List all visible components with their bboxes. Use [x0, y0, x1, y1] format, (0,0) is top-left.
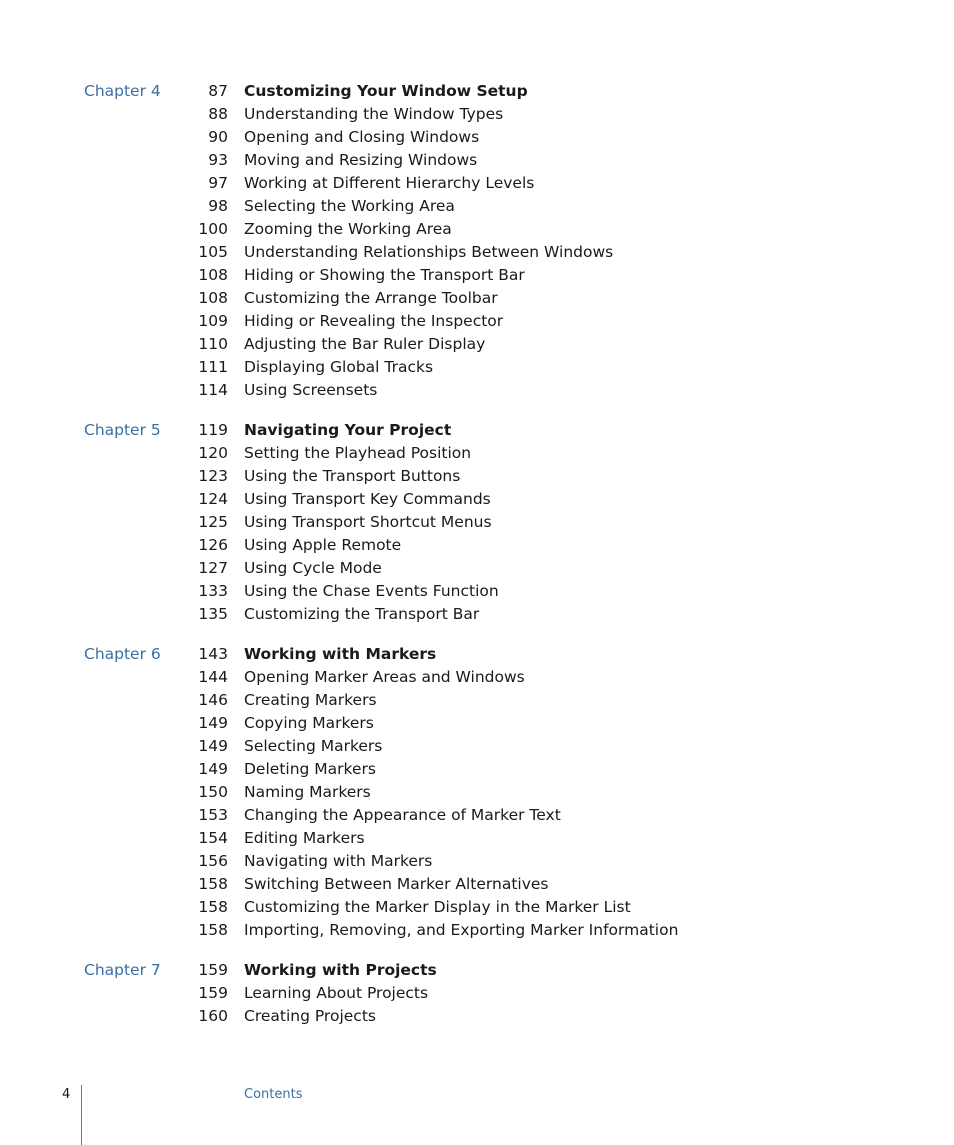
toc-entry[interactable] — [0, 689, 954, 712]
chapter-block — [0, 643, 954, 942]
section-title: Naming Markers — [244, 783, 371, 801]
toc-entry[interactable] — [0, 919, 954, 942]
section-title: Changing the Appearance of Marker Text — [244, 806, 561, 824]
chapter-title: Working with Projects — [244, 961, 437, 979]
toc-entry[interactable] — [0, 781, 954, 804]
footer-divider — [81, 1085, 82, 1145]
page-number: 154 — [198, 829, 228, 847]
section-title: Creating Projects — [244, 1007, 376, 1025]
toc-entry[interactable] — [0, 603, 954, 626]
chapter-block — [0, 80, 954, 402]
page-number: 144 — [198, 668, 228, 686]
page-number: 160 — [198, 1007, 228, 1025]
chapter-label[interactable]: Chapter 5 — [84, 421, 161, 439]
toc-entry[interactable] — [0, 465, 954, 488]
toc-entry[interactable] — [0, 103, 954, 126]
page-number: 109 — [198, 312, 228, 330]
toc-entry[interactable] — [0, 850, 954, 873]
section-title: Copying Markers — [244, 714, 374, 732]
toc-entry[interactable] — [0, 310, 954, 333]
page-number: 149 — [198, 714, 228, 732]
chapter-title-row[interactable] — [0, 959, 954, 982]
toc-entry[interactable] — [0, 149, 954, 172]
page-number: 133 — [198, 582, 228, 600]
chapter-title-row[interactable] — [0, 643, 954, 666]
page-number: 135 — [198, 605, 228, 623]
toc-entry[interactable] — [0, 827, 954, 850]
page-number: 158 — [198, 898, 228, 916]
section-title: Editing Markers — [244, 829, 365, 847]
toc-entry[interactable] — [0, 218, 954, 241]
toc-entry[interactable] — [0, 511, 954, 534]
footer-page-number: 4 — [62, 1087, 71, 1102]
page-number: 125 — [198, 513, 228, 531]
section-title: Hiding or Revealing the Inspector — [244, 312, 504, 330]
page-number: 158 — [198, 921, 228, 939]
section-title: Creating Markers — [244, 691, 377, 709]
table-of-contents — [0, 80, 954, 1045]
section-title: Selecting Markers — [244, 737, 383, 755]
section-title: Setting the Playhead Position — [244, 444, 472, 462]
toc-entry[interactable] — [0, 264, 954, 287]
section-title: Deleting Markers — [244, 760, 376, 778]
chapter-title: Customizing Your Window Setup — [244, 82, 528, 100]
toc-entry[interactable] — [0, 557, 954, 580]
chapter-label[interactable]: Chapter 4 — [84, 82, 161, 100]
toc-entry[interactable] — [0, 488, 954, 511]
page-number: 110 — [198, 335, 228, 353]
section-title: Navigating with Markers — [244, 852, 433, 870]
page-number: 159 — [198, 961, 228, 979]
page-number: 146 — [198, 691, 228, 709]
page-number: 156 — [198, 852, 228, 870]
page-number: 158 — [198, 875, 228, 893]
toc-entry[interactable] — [0, 356, 954, 379]
page-number: 149 — [198, 737, 228, 755]
page-number: 119 — [198, 421, 228, 439]
toc-entry[interactable] — [0, 172, 954, 195]
chapter-block — [0, 419, 954, 626]
page-number: 88 — [208, 105, 228, 123]
page-number: 100 — [198, 220, 228, 238]
page-number: 98 — [208, 197, 228, 215]
section-title: Selecting the Working Area — [244, 197, 455, 215]
page-number: 123 — [198, 467, 228, 485]
section-title: Using the Transport Buttons — [244, 467, 461, 485]
section-title: Adjusting the Bar Ruler Display — [244, 335, 486, 353]
chapter-block — [0, 959, 954, 1028]
toc-entry[interactable] — [0, 873, 954, 896]
chapter-title-row[interactable] — [0, 419, 954, 442]
section-title: Opening Marker Areas and Windows — [244, 668, 525, 686]
toc-entry[interactable] — [0, 126, 954, 149]
page-number: 105 — [198, 243, 228, 261]
toc-entry[interactable] — [0, 666, 954, 689]
page-number: 159 — [198, 984, 228, 1002]
section-title: Working at Different Hierarchy Levels — [244, 174, 535, 192]
page-number: 124 — [198, 490, 228, 508]
chapter-title: Working with Markers — [244, 645, 437, 663]
page-number: 126 — [198, 536, 228, 554]
page-number: 127 — [198, 559, 228, 577]
page-number: 93 — [208, 151, 228, 169]
section-title: Opening and Closing Windows — [244, 128, 480, 146]
toc-entry[interactable] — [0, 982, 954, 1005]
section-title: Using the Chase Events Function — [244, 582, 499, 600]
section-title: Understanding Relationships Between Windows — [244, 243, 614, 261]
page-number: 111 — [198, 358, 228, 376]
section-title: Using Cycle Mode — [244, 559, 382, 577]
toc-entry[interactable] — [0, 442, 954, 465]
toc-entry[interactable] — [0, 195, 954, 218]
toc-entry[interactable] — [0, 896, 954, 919]
toc-entry[interactable] — [0, 804, 954, 827]
page-number: 149 — [198, 760, 228, 778]
page-number: 153 — [198, 806, 228, 824]
chapter-label[interactable]: Chapter 7 — [84, 961, 161, 979]
toc-entry[interactable] — [0, 379, 954, 402]
toc-entry[interactable] — [0, 580, 954, 603]
section-title: Zooming the Working Area — [244, 220, 452, 238]
section-title: Customizing the Marker Display in the Marker List — [244, 898, 631, 916]
chapter-label[interactable]: Chapter 6 — [84, 645, 161, 663]
page-number: 114 — [198, 381, 228, 399]
toc-entry[interactable] — [0, 241, 954, 264]
section-title: Understanding the Window Types — [244, 105, 504, 123]
toc-entry[interactable] — [0, 1005, 954, 1028]
section-title: Moving and Resizing Windows — [244, 151, 478, 169]
toc-entry[interactable] — [0, 735, 954, 758]
toc-entry[interactable] — [0, 534, 954, 557]
page-number: 108 — [198, 266, 228, 284]
section-title: Hiding or Showing the Transport Bar — [244, 266, 525, 284]
toc-entry[interactable] — [0, 333, 954, 356]
toc-entry[interactable] — [0, 712, 954, 735]
section-title: Using Transport Key Commands — [244, 490, 491, 508]
page-number: 120 — [198, 444, 228, 462]
page-number: 143 — [198, 645, 228, 663]
section-title: Using Screensets — [244, 381, 378, 399]
page-number: 90 — [208, 128, 228, 146]
chapter-title: Navigating Your Project — [244, 421, 452, 439]
toc-entry[interactable] — [0, 758, 954, 781]
section-title: Using Apple Remote — [244, 536, 402, 554]
chapter-title-row[interactable] — [0, 80, 954, 103]
page-number: 150 — [198, 783, 228, 801]
page-number: 87 — [208, 82, 228, 100]
section-title: Learning About Projects — [244, 984, 429, 1002]
section-title: Customizing the Transport Bar — [244, 605, 480, 623]
section-title: Importing, Removing, and Exporting Marker Information — [244, 921, 679, 939]
toc-entry[interactable] — [0, 287, 954, 310]
section-title: Customizing the Arrange Toolbar — [244, 289, 498, 307]
section-title: Using Transport Shortcut Menus — [244, 513, 492, 531]
footer-section-label: Contents — [244, 1087, 303, 1102]
page-number: 97 — [208, 174, 228, 192]
section-title: Displaying Global Tracks — [244, 358, 434, 376]
section-title: Switching Between Marker Alternatives — [244, 875, 549, 893]
page-number: 108 — [198, 289, 228, 307]
